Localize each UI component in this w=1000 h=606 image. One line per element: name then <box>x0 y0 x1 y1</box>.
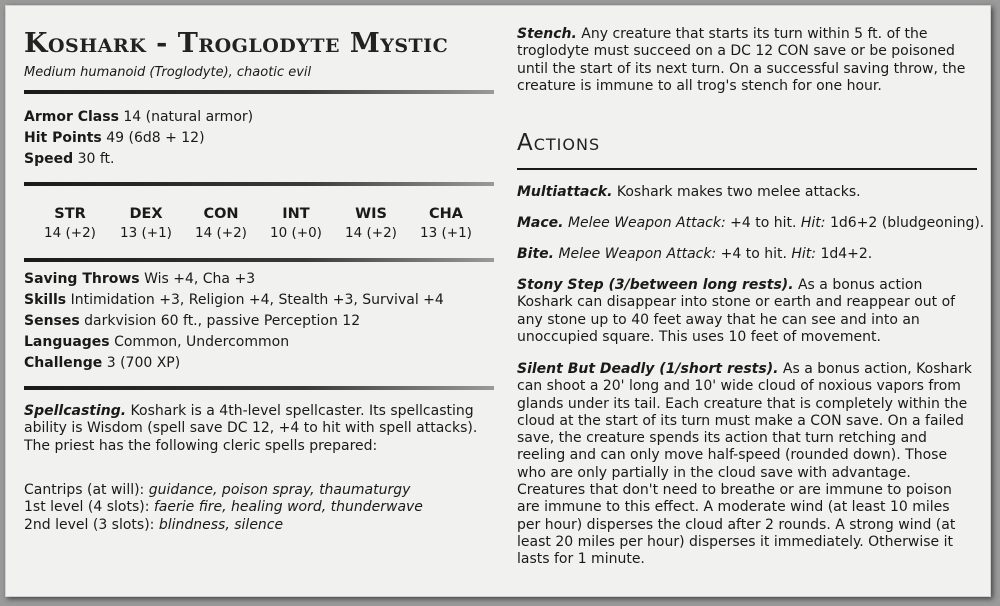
ability-name: WIS <box>355 206 387 222</box>
action-stony-step <box>517 277 972 346</box>
speed-value: 30 ft. <box>77 151 115 167</box>
spell-names: faerie fire, healing word, thunderwave <box>153 499 423 516</box>
ability-score: 13 (+1) <box>120 225 172 241</box>
ability-score: 13 (+1) <box>420 225 472 241</box>
action-silent-but-deadly <box>517 361 972 569</box>
hit-points-value: 49 (6d8 + 12) <box>106 130 205 146</box>
actions-heading-rule <box>517 168 977 170</box>
challenge-value: 3 (700 XP) <box>106 355 181 371</box>
action-multiattack <box>517 184 972 201</box>
attack-type: Melee Weapon Attack: <box>567 215 726 231</box>
hit-damage: 1d6+2 (bludgeoning). <box>829 215 985 231</box>
ability-score: 14 (+2) <box>345 225 397 241</box>
spell-row-level-2 <box>24 517 489 534</box>
ability-name: CON <box>203 206 239 222</box>
spell-list <box>24 482 489 534</box>
speed-line <box>24 150 114 168</box>
senses-line <box>24 312 360 330</box>
saving-throws-label: Saving Throws <box>24 271 140 287</box>
divider-rule <box>24 258 494 262</box>
trait-name: Stench. <box>517 26 577 42</box>
skills-label: Skills <box>24 292 67 308</box>
spell-names: guidance, poison spray, thaumaturgy <box>148 482 411 498</box>
ability-score: 14 (+2) <box>195 225 247 241</box>
hit-label: Hit: <box>800 215 826 231</box>
action-name: Silent But Deadly (1/short rests). <box>517 361 779 377</box>
trait-text: Koshark is a 4th-level spellcaster. Its spellcasting ability is Wisdom (spell save DC 12, +4 to hit with spell attacks). The priest has the following cleric spells prepared: <box>24 403 478 454</box>
ability-cha <box>416 204 476 242</box>
senses-label: Senses <box>24 313 80 329</box>
creature-subtitle: Medium humanoid (Troglodyte), chaotic evil <box>24 65 312 80</box>
action-bite <box>517 246 972 263</box>
action-mace <box>517 215 985 232</box>
divider-rule <box>24 386 494 390</box>
action-text: As a bonus action, Koshark can shoot a 20' long and 10' wide cloud of noxious vapors from glands under its tail. Each creature that is completely within the cloud at the start of its turn must make a CON save. On a failed save, the creature spends its action that turn retching and reeling and can only move half-speed (rounded down). Those who are only partially in the cloud save with advantage. Creatures that don't need to breathe or are immune to poison are immune to this effect. A moderate wind (at least 10 miles per hour) disperses the cloud after 2 rounds. A strong wind (at least 20 miles per hour) disperses it immediately. Otherwise it lasts for 1 minute. <box>517 361 972 568</box>
stat-block-sheet <box>5 5 991 597</box>
armor-class-label: Armor Class <box>24 109 119 125</box>
divider-rule <box>24 90 494 94</box>
saving-throws-value: Wis +4, Cha +3 <box>144 271 256 287</box>
action-name: Bite. <box>517 246 554 262</box>
ability-score: 14 (+2) <box>44 225 96 241</box>
challenge-line <box>24 354 180 372</box>
attack-type: Melee Weapon Attack: <box>558 246 717 262</box>
ability-wis <box>341 204 401 242</box>
spell-row-level-1 <box>24 499 489 516</box>
languages-label: Languages <box>24 334 110 350</box>
actions-heading: Actions <box>517 130 601 156</box>
spell-names: blindness, silence <box>158 516 284 533</box>
spell-row-label: 2nd level (3 slots): <box>24 516 159 533</box>
armor-class-line <box>24 108 253 126</box>
ability-str <box>40 204 100 242</box>
divider-rule <box>24 182 494 186</box>
action-text: Koshark makes two melee attacks. <box>616 184 861 200</box>
skills-value: Intimidation +3, Religion +4, Stealth +3, Survival +4 <box>70 292 444 308</box>
senses-value: darkvision 60 ft., passive Perception 12 <box>84 313 361 329</box>
hit-points-label: Hit Points <box>24 130 102 146</box>
action-text: As a bonus action Koshark can disappear into stone or earth and reappear out of any stone up to 40 feet away that he can see and into an unoccupied square. This uses 10 feet of movement. <box>517 277 956 345</box>
ability-dex <box>116 204 176 242</box>
trait-name: Spellcasting. <box>24 403 127 419</box>
creature-name: Koshark - Troglodyte Mystic <box>24 28 449 59</box>
hit-damage: 1d4+2. <box>820 246 873 262</box>
stench-trait <box>517 26 972 95</box>
hit-points-line <box>24 129 205 147</box>
armor-class-value: 14 (natural armor) <box>123 109 254 125</box>
ability-score: 10 (+0) <box>270 225 322 241</box>
attack-to-hit: +4 to hit. <box>720 246 787 262</box>
ability-name: CHA <box>429 206 463 222</box>
spellcasting-trait <box>24 403 489 455</box>
spell-row-label: Cantrips (at will): <box>24 482 149 498</box>
languages-value: Common, Undercommon <box>114 334 290 350</box>
ability-con <box>191 204 251 242</box>
saving-throws-line <box>24 270 255 288</box>
hit-label: Hit: <box>791 246 816 262</box>
challenge-label: Challenge <box>24 355 103 371</box>
skills-line <box>24 291 444 309</box>
spell-row-label: 1st level (4 slots): <box>24 499 154 516</box>
spell-row-cantrips <box>24 482 489 499</box>
languages-line <box>24 333 289 351</box>
speed-label: Speed <box>24 151 74 167</box>
attack-to-hit: +4 to hit. <box>730 215 797 231</box>
action-name: Stony Step (3/between long rests). <box>517 277 794 293</box>
ability-name: DEX <box>129 206 163 222</box>
action-name: Mace. <box>517 215 564 231</box>
action-name: Multiattack. <box>517 184 613 200</box>
ability-name: INT <box>282 206 310 222</box>
ability-name: STR <box>54 206 86 222</box>
trait-text: Any creature that starts its turn within 5 ft. of the troglodyte must succeed on a DC 12 CON save or be poisoned until the start of its next turn. On a successful saving throw, the creature is immune to all trog's stench for one hour. <box>517 26 966 94</box>
ability-int <box>266 204 326 242</box>
